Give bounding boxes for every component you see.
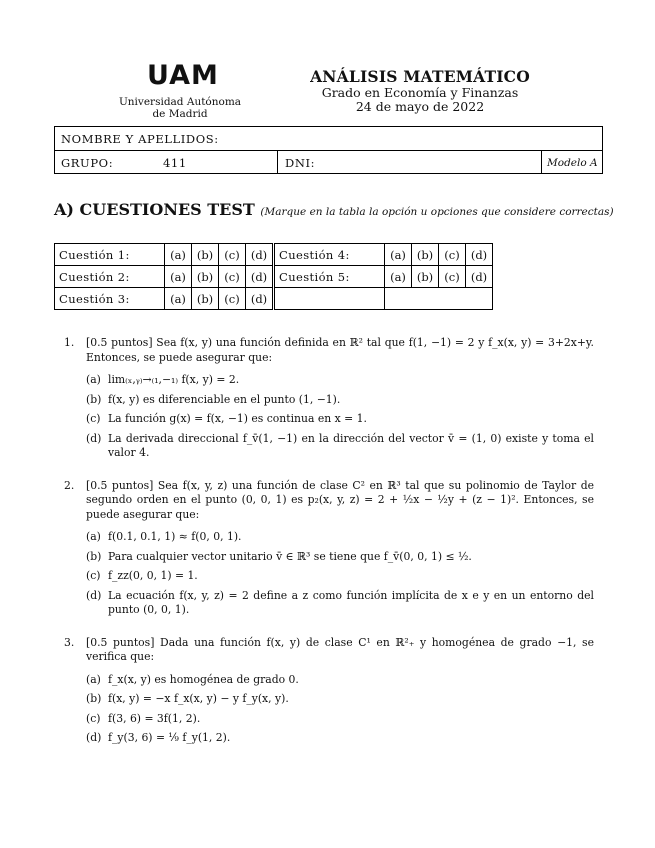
question-number: 3. — [64, 635, 75, 649]
option-label: (b) — [86, 392, 102, 406]
section-heading: A) CUESTIONES TEST — [54, 200, 255, 219]
group-value: 411 — [163, 156, 187, 170]
student-id-box — [54, 126, 603, 174]
divider — [541, 150, 542, 174]
option-text: f(x, y) = −x f_x(x, y) − y f_y(x, y). — [108, 692, 289, 705]
option-text: Para cualquier vector unitario v̄ ∈ ℝ³ se tiene que f_v̄(0, 0, 1) ≤ ½. — [108, 549, 472, 563]
question-stem: [0.5 puntos] Sea f(x, y) una función definida en ℝ² tal que f(1, −1) = 2 y f_x(x, y) = 3+2x+y. Entonces, se puede asegurar que: — [86, 336, 594, 364]
list-item — [86, 673, 594, 688]
list-item — [86, 569, 594, 584]
option-label: (a) — [86, 530, 101, 543]
option-label: (d) — [86, 731, 102, 744]
logo-subtitle-line-2: de Madrid — [152, 108, 208, 120]
list-item — [86, 550, 594, 565]
dni-label: DNI: — [285, 156, 316, 170]
option-label: (d) — [86, 588, 102, 602]
question-5-label: Cuestión 5: — [274, 266, 385, 288]
table-row — [55, 244, 493, 266]
answer-cell-q2-d[interactable]: (d) — [246, 266, 274, 288]
option-label: (c) — [86, 569, 101, 582]
answer-cell-q2-c[interactable]: (c) — [219, 266, 246, 288]
list-item — [86, 692, 594, 707]
question-list — [64, 336, 594, 764]
option-label: (a) — [86, 672, 101, 686]
option-text: La derivada direccional f_v̄(1, −1) en la dirección del vector v̄ = (1, 0) existe y toma el valor 4. — [108, 431, 594, 459]
answer-cell-q1-d[interactable]: (d) — [246, 244, 274, 266]
answer-cell-q5-d[interactable]: (d) — [466, 266, 493, 288]
list-item — [86, 412, 594, 427]
option-text: f(0.1, 0.1, 1) ≈ f(0, 0, 1). — [108, 530, 242, 543]
option-label: (d) — [86, 431, 102, 445]
option-list — [86, 530, 594, 618]
exam-title: ANÁLISIS MATEMÁTICO — [310, 67, 530, 86]
table-row — [55, 266, 493, 288]
section-instructions: (Marque en la tabla la opción u opciones que considere correctas) — [260, 206, 614, 218]
logo-subtitle — [110, 96, 250, 120]
answer-cell-q5-b[interactable]: (b) — [412, 266, 439, 288]
list-item — [86, 712, 594, 727]
divider — [277, 150, 278, 174]
question-2-label: Cuestión 2: — [55, 266, 165, 288]
option-text: f(x, y) es diferenciable en el punto (1, −1). — [108, 392, 341, 406]
model-label: Modelo A — [547, 157, 598, 169]
table-row — [55, 288, 493, 310]
question-stem: [0.5 puntos] Dada una función f(x, y) de clase C¹ en ℝ²₊ y homogénea de grado −1, se verifica que: — [86, 635, 594, 663]
empty-cell — [274, 288, 385, 310]
list-item — [86, 731, 594, 746]
question-3 — [64, 636, 594, 751]
question-3-label: Cuestión 3: — [55, 288, 165, 310]
answer-cell-q1-c[interactable]: (c) — [219, 244, 246, 266]
question-2 — [64, 479, 594, 623]
option-text: La función g(x) = f(x, −1) es continua en x = 1. — [108, 412, 367, 425]
option-list — [86, 673, 594, 746]
option-label: (c) — [86, 412, 101, 425]
question-number: 1. — [64, 336, 75, 349]
answer-cell-q4-b[interactable]: (b) — [412, 244, 439, 266]
answer-cell-q5-c[interactable]: (c) — [439, 266, 466, 288]
option-label: (b) — [86, 549, 102, 563]
logo-subtitle-line-1: Universidad Autónoma — [118, 96, 242, 108]
answer-cell-q5-a[interactable]: (a) — [385, 266, 412, 288]
option-text: f_zz(0, 0, 1) = 1. — [108, 569, 198, 582]
answer-cell-q3-a[interactable]: (a) — [165, 288, 192, 310]
uam-logo: UAM — [147, 60, 219, 91]
list-item — [86, 432, 594, 461]
answer-cell-q2-a[interactable]: (a) — [165, 266, 192, 288]
section-title — [54, 200, 614, 219]
answer-cell-q3-d[interactable]: (d) — [246, 288, 274, 310]
option-text: f(3, 6) = 3f(1, 2). — [108, 711, 201, 725]
option-label: (b) — [86, 692, 102, 705]
answer-cell-q4-a[interactable]: (a) — [385, 244, 412, 266]
question-4-label: Cuestión 4: — [274, 244, 385, 266]
answer-grid — [54, 243, 493, 310]
name-row[interactable] — [55, 127, 602, 151]
option-text: lim₍ₓ,ᵧ₎→₍₁,−₁₎ f(x, y) = 2. — [108, 373, 240, 386]
question-1 — [64, 336, 594, 466]
exam-date: 24 de mayo de 2022 — [355, 99, 485, 114]
option-label: (a) — [86, 373, 101, 386]
option-text: f_y(3, 6) = ⅑ f_y(1, 2). — [108, 731, 231, 744]
empty-cell — [385, 288, 493, 310]
group-label: GRUPO: — [61, 156, 114, 170]
list-item — [86, 373, 594, 388]
option-text: La ecuación f(x, y, z) = 2 define a z como función implícita de x e y en un entorno del punto (0, 0, 1). — [108, 588, 594, 616]
answer-cell-q3-b[interactable]: (b) — [192, 288, 219, 310]
option-text: f_x(x, y) es homogénea de grado 0. — [108, 672, 299, 686]
option-label: (c) — [86, 711, 101, 725]
name-label: NOMBRE Y APELLIDOS: — [61, 132, 219, 146]
answer-cell-q1-b[interactable]: (b) — [192, 244, 219, 266]
question-stem: [0.5 puntos] Sea f(x, y, z) una función de clase C² en ℝ³ tal que su polinomio de Taylor de segundo orden en el punto (0, 0, 1) es p₂(x, y, z) = 2 + ½x − ½y + (z − 1)². Entonces, se puede asegurar que: — [86, 478, 594, 521]
answer-cell-q2-b[interactable]: (b) — [192, 266, 219, 288]
answer-cell-q4-c[interactable]: (c) — [439, 244, 466, 266]
list-item — [86, 530, 594, 545]
list-item — [86, 393, 594, 408]
list-item — [86, 589, 594, 618]
option-list — [86, 373, 594, 461]
answer-cell-q3-c[interactable]: (c) — [219, 288, 246, 310]
answer-cell-q1-a[interactable]: (a) — [165, 244, 192, 266]
question-number: 2. — [64, 478, 75, 492]
exam-degree: Grado en Economía y Finanzas — [321, 85, 519, 100]
question-1-label: Cuestión 1: — [55, 244, 165, 266]
exam-title-block — [300, 68, 540, 114]
answer-cell-q4-d[interactable]: (d) — [466, 244, 493, 266]
